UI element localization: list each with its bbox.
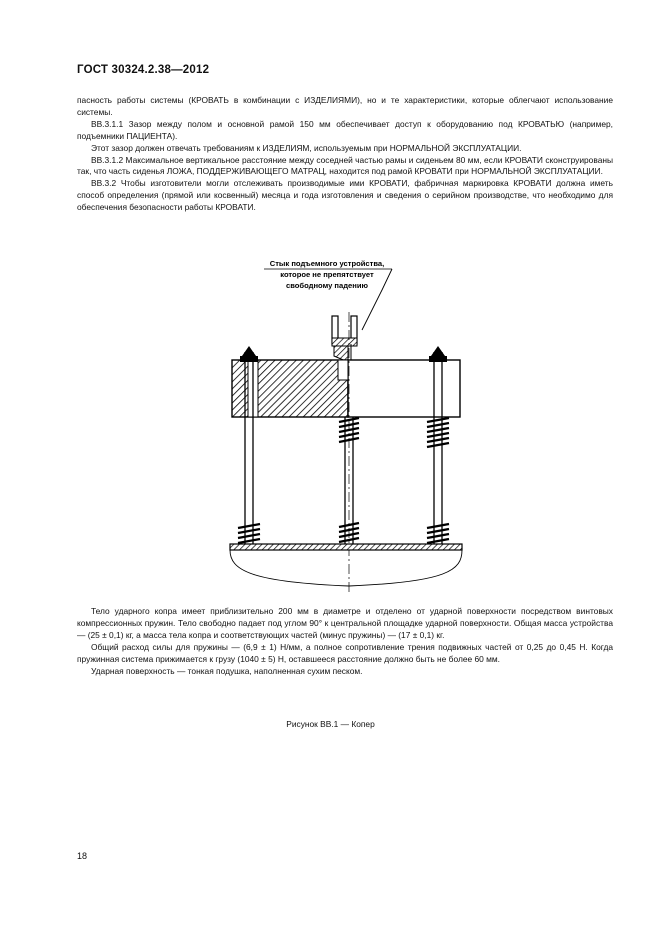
paragraph: ВВ.3.1.1 Зазор между полом и основной рамой 150 мм обеспечивает доступ к оборудованию под КРОВАТЬЮ (например, подъемники ПАЦИЕНТА). <box>77 118 613 141</box>
paragraph: Этот зазор должен отвечать требованиям к ИЗДЕЛИЯМ, используемым при НОРМАЛЬНОЙ ЭКСПЛУАТАЦИИ. <box>91 142 522 153</box>
top-text-block <box>77 95 613 214</box>
bottom-text-block <box>77 606 613 677</box>
nut-right <box>429 356 447 362</box>
spring-left <box>238 524 260 543</box>
callout-text: которое не препятствует <box>280 270 374 279</box>
base-plate <box>230 544 462 550</box>
paragraph: ВВ.3.1.2 Максимальное вертикальное расстояние между соседней частью рамы и сиденьем 80 мм, если КРОВАТИ сконструированы так, что часть сиденья ЛОЖА, ПОДДЕРЖИВАЮЩЕГО МАТРАЦ, находится под рамой КРОВАТИ при НОРМАЛЬНОЙ ЭКСПЛУАТАЦИИ. <box>77 154 613 177</box>
nut-left-top <box>242 346 256 356</box>
impact-tester-figure <box>220 252 470 597</box>
spring-right-bottom <box>427 524 449 543</box>
paragraph: пасность работы системы (КРОВАТЬ в комбинации с ИЗДЕЛИЯМИ), но и те характеристики, которые облегчают использование системы. <box>77 95 613 117</box>
paragraph: Ударная поверхность — тонкая подушка, наполненная сухим песком. <box>91 665 363 676</box>
page-number: 18 <box>77 851 88 861</box>
nut-left <box>240 356 258 362</box>
drop-body <box>348 360 460 417</box>
impact-surface <box>230 550 462 586</box>
callout-text: Стык подъемного устройства, <box>269 259 385 268</box>
paragraph: Тело ударного копра имеет приблизительно 200 мм в диаметре и отделено от ударной поверхности посредством винтовых компрессионных пружин. Тело свободно падает под углом 90° к центральной площадке ударной поверхности. Общая масса устройства — (25 ± 0,1) кг, а масса тела копра и соответствующих частей (минус пружины) — (17 ± 0,1) кг. <box>77 606 613 640</box>
figure-caption: Рисунок ВВ.1 — Копер <box>286 719 375 729</box>
spring-right-top <box>427 418 449 447</box>
center-insert <box>338 360 348 380</box>
lifting-joint <box>332 338 357 346</box>
callout-text: свободному падению <box>285 281 369 290</box>
nut-right-top <box>431 346 445 356</box>
paragraph: ВВ.3.2 Чтобы изготовители могли отслеживать производимые ими КРОВАТИ, фабричная маркировка КРОВАТИ должна иметь способ определения (прямой или косвенный) месяца и года изготовления и сведения о серийном производстве, что необходимо для обеспечения безопасности работы КРОВАТИ. <box>77 178 613 213</box>
document-header: ГОСТ 30324.2.38—2012 <box>77 64 210 76</box>
paragraph: Общий расход силы для пружины — (6,9 ± 1) Н/мм, а полное сопротивление трения подвижных частей от 0,25 до 0,45 Н. Когда пружинная система прижимается к грузу (1040 ± 5) Н, оставшееся расстояние должно быть не более 60 мм. <box>77 641 613 664</box>
